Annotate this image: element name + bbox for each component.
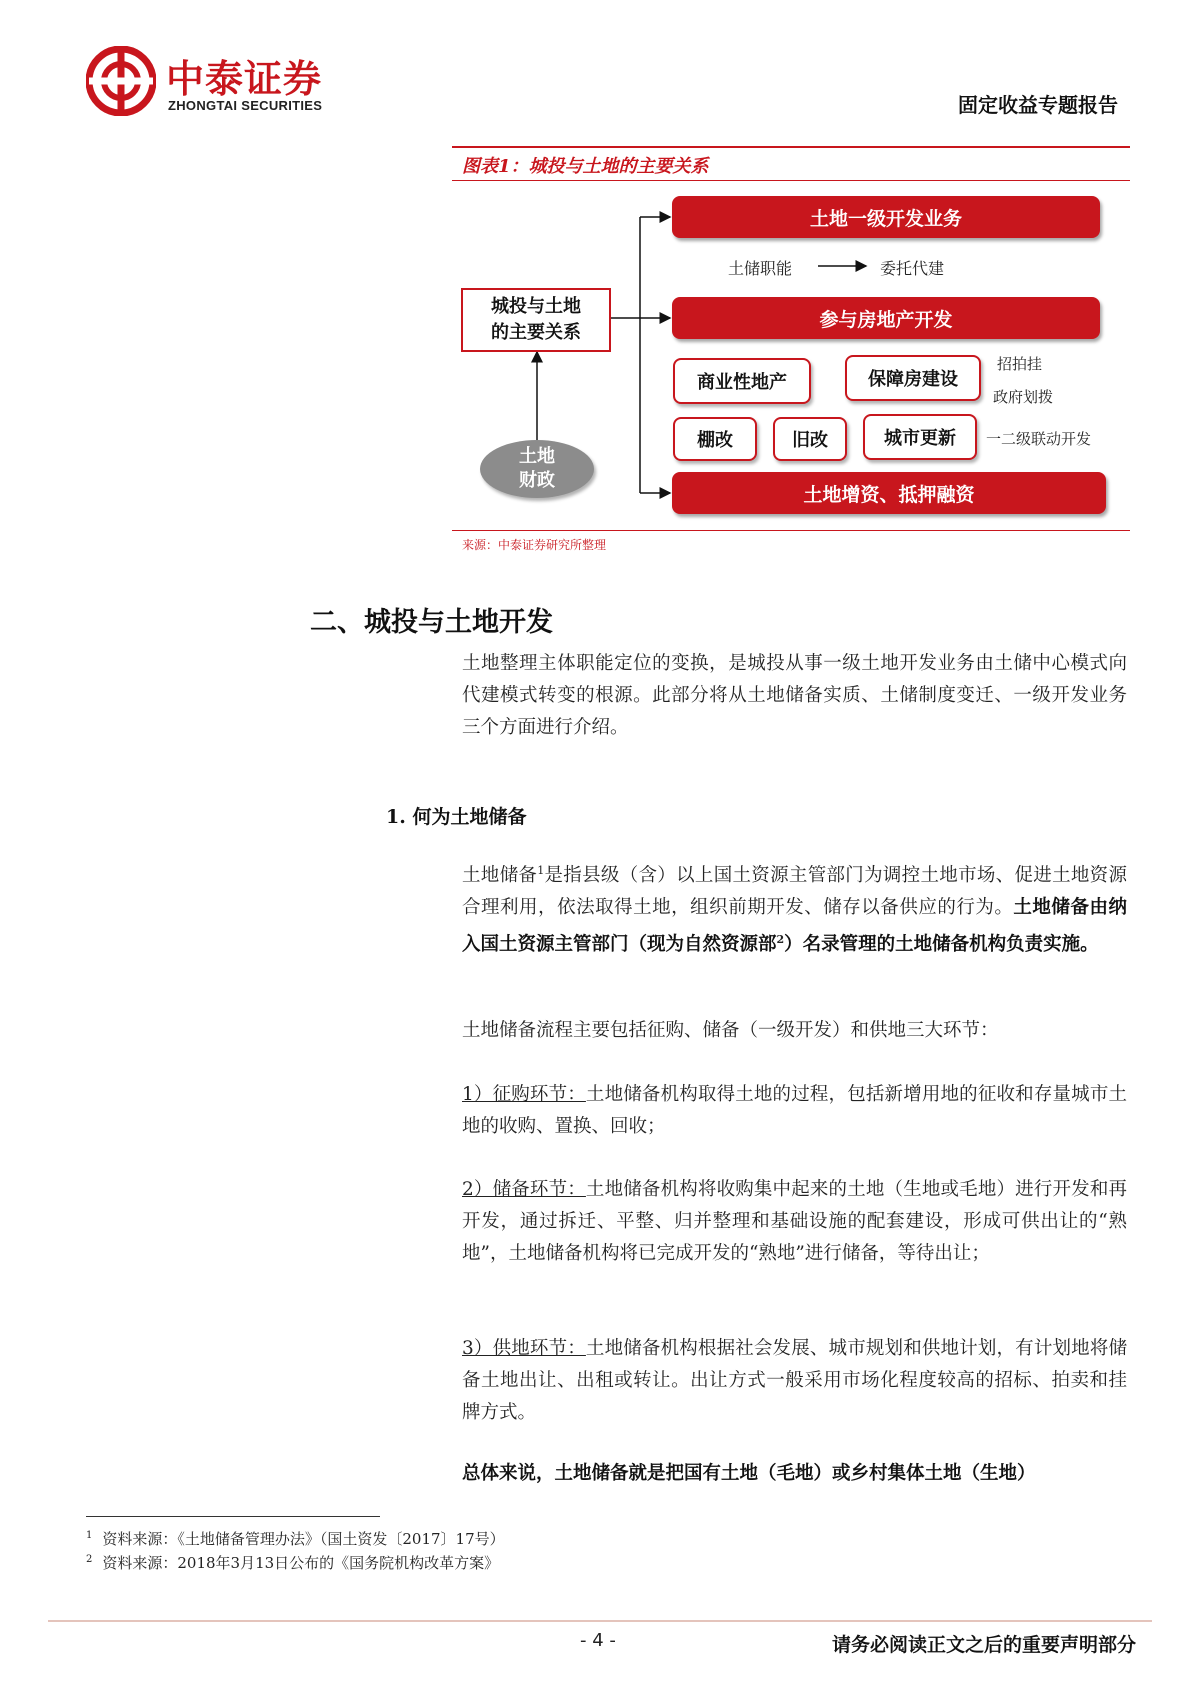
step2-paragraph bbox=[462, 1174, 1127, 1270]
report-type: 固定收益专题报告 bbox=[958, 93, 1118, 117]
p1-bold-a: 土地储备由纳入国土资源主管部门（现为自然资源部 bbox=[462, 897, 1127, 956]
p1-text-b: 是指县级（含）以上国土资源主管部门为调控土地市场、促进土地资源合理利用，依法取得土地，组织前期开发、储存以备供应的行为。 bbox=[462, 865, 1127, 919]
step3-label: 3）供地环节： bbox=[462, 1338, 586, 1359]
center-node-line1: 城投与土地 bbox=[491, 296, 581, 317]
land-finance-node bbox=[480, 440, 594, 498]
footnote-ref-2[interactable]: 2 bbox=[776, 933, 785, 947]
step1-paragraph bbox=[462, 1079, 1127, 1143]
figure-bottom-rule bbox=[452, 530, 1130, 531]
item-affordable-housing: 保障房建设 bbox=[845, 355, 981, 401]
footnote-2 bbox=[86, 1552, 499, 1573]
footnote-1-text: 资料来源：《土地储备管理办法》（国土资发〔2017〕17号） bbox=[102, 1530, 505, 1548]
note-linked-development: 一二级联动开发 bbox=[986, 430, 1092, 448]
page-number: - 4 - bbox=[580, 1630, 616, 1651]
branch-land-finance: 土地增资、抵押融资 bbox=[672, 472, 1106, 514]
company-name-cn: 中泰证券 bbox=[166, 57, 323, 101]
footnote-1 bbox=[86, 1528, 505, 1549]
figure-source: 来源：中泰证券研究所整理 bbox=[462, 538, 607, 552]
branch-primary-development: 土地一级开发业务 bbox=[672, 196, 1100, 238]
footnote-2-text: 资料来源：2018年3月13日公布的《国务院机构改革方案》 bbox=[102, 1554, 500, 1572]
process-paragraph: 土地储备流程主要包括征购、储备（一级开发）和供地三大环节： bbox=[462, 1020, 999, 1041]
step2-text: 土地储备机构将收购集中起来的土地（生地或毛地）进行开发和再开发，通过拆迁、平整、归并整理和基础设施的配套建设，形成可供出让的“熟地”，土地储备机构将已完成开发的“熟地”进行储备，等待出让； bbox=[462, 1179, 1127, 1264]
intro-paragraph: 土地整理主体职能定位的变换，是城投从事一级土地开发业务由土储中心模式向代建模式转变的根源。此部分将从土地储备实质、土储制度变迁、一级开发业务三个方面进行介绍。 bbox=[462, 653, 1127, 738]
figure-title: 图表1：城投与土地的主要关系 bbox=[462, 156, 709, 177]
step1-text: 土地储备机构取得土地的过程，包括新增用地的征收和存量城市土地的收购、置换、回收； bbox=[462, 1084, 1127, 1137]
p1-text-a: 土地储备 bbox=[462, 865, 538, 887]
footnote-2-num: 2 bbox=[86, 1554, 93, 1565]
step2-label: 2）储备环节： bbox=[462, 1179, 586, 1200]
note-allocation: 政府划拨 bbox=[993, 388, 1054, 406]
step3-paragraph bbox=[462, 1333, 1127, 1429]
summary-paragraph: 总体来说，土地储备就是把国有土地（毛地）或乡村集体土地（生地） bbox=[462, 1463, 1036, 1484]
center-node-line2: 的主要关系 bbox=[491, 322, 581, 343]
company-name-en: ZHONGTAI SECURITIES bbox=[168, 98, 323, 113]
item-shantytown: 棚改 bbox=[673, 417, 757, 461]
definition-paragraph bbox=[462, 855, 1127, 961]
land-finance-line1: 土地 bbox=[519, 446, 555, 467]
section-title: 二、城投与土地开发 bbox=[310, 607, 553, 638]
item-old-renovation: 旧改 bbox=[773, 417, 847, 461]
flow-to-label: 委托代建 bbox=[880, 259, 945, 278]
sub-heading: 1. 何为土地储备 bbox=[386, 806, 527, 828]
disclaimer: 请务必阅读正文之后的重要声明部分 bbox=[831, 1634, 1136, 1656]
item-commercial-property: 商业性地产 bbox=[673, 358, 811, 404]
footer-rule bbox=[48, 1620, 1152, 1622]
p1-bold-b: ）名录管理的土地储备机构负责实施。 bbox=[784, 934, 1099, 956]
land-finance-line2: 财政 bbox=[519, 470, 555, 491]
branch-real-estate: 参与房地产开发 bbox=[672, 297, 1100, 339]
footnote-ref-1[interactable]: 1 bbox=[537, 864, 545, 877]
footnote-1-num: 1 bbox=[86, 1530, 93, 1541]
note-auction: 招拍挂 bbox=[997, 355, 1043, 373]
step3-text: 土地储备机构根据社会发展、城市规划和供地计划，有计划地将储备土地出让、出租或转让。出让方式一般采用市场化程度较高的招标、拍卖和挂牌方式。 bbox=[462, 1338, 1127, 1423]
item-urban-renewal: 城市更新 bbox=[863, 414, 977, 460]
step1-label: 1）征购环节： bbox=[462, 1084, 586, 1105]
footnote-rule bbox=[86, 1516, 380, 1517]
flow-from-label: 土储职能 bbox=[728, 259, 793, 278]
center-node bbox=[461, 288, 611, 352]
